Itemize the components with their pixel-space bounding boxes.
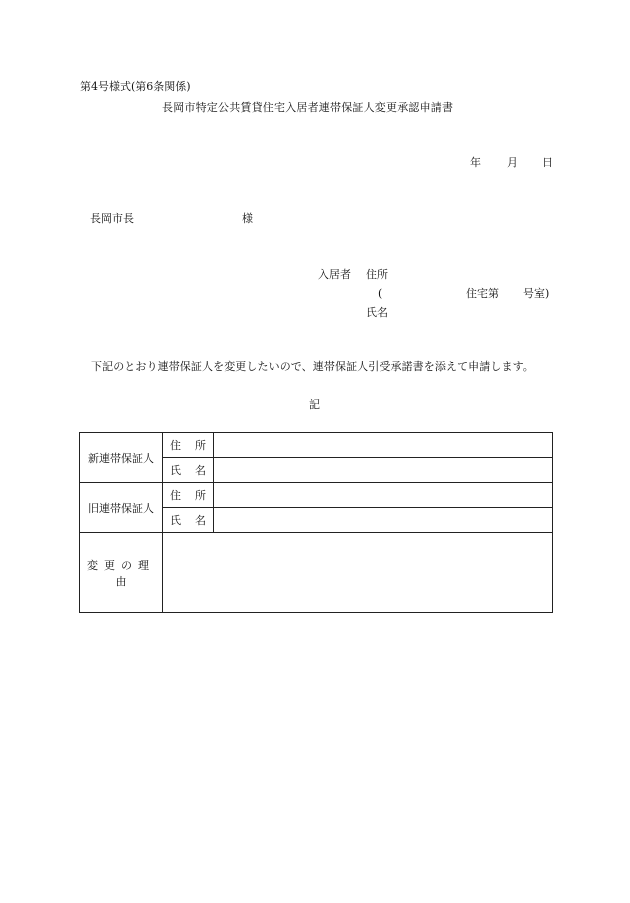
application-statement: 下記のとおり連帯保証人を変更したいので、連帯保証人引受承諾書を添えて申請します。	[91, 360, 534, 373]
applicant-paren-open: (	[378, 287, 383, 300]
applicant-housing-number-label: 住宅第	[466, 287, 499, 300]
guarantor-change-table	[79, 432, 553, 613]
old-guarantor-name-label: 氏名	[163, 508, 214, 533]
applicant-label: 入居者	[318, 268, 351, 281]
applicant-name-label: 氏名	[366, 306, 388, 319]
new-guarantor-label: 新連帯保証人	[80, 433, 163, 483]
old-guarantor-name-field[interactable]	[214, 508, 553, 533]
date-month-label: 月	[507, 156, 518, 169]
addressee-name: 長岡市長	[90, 212, 134, 225]
old-guarantor-address-label: 住所	[163, 483, 214, 508]
change-reason-label: 変更の理由	[80, 533, 163, 613]
new-guarantor-name-field[interactable]	[214, 458, 553, 483]
date-day-label: 日	[542, 156, 553, 169]
table-row	[80, 433, 553, 458]
new-guarantor-address-label: 住所	[163, 433, 214, 458]
old-guarantor-address-field[interactable]	[214, 483, 553, 508]
form-number: 第4号様式(第6条関係)	[80, 80, 191, 93]
applicant-address-label: 住所	[366, 268, 388, 281]
table-row	[80, 533, 553, 613]
new-guarantor-name-label: 氏名	[163, 458, 214, 483]
old-guarantor-label: 旧連帯保証人	[80, 483, 163, 533]
addressee-honorific: 様	[242, 212, 253, 225]
form-title: 長岡市特定公共賃貸住宅入居者連帯保証人変更承認申請書	[162, 101, 454, 114]
change-reason-field[interactable]	[163, 533, 553, 613]
table-row	[80, 483, 553, 508]
date-year-label: 年	[470, 156, 481, 169]
applicant-room-number-label: 号室)	[523, 287, 550, 300]
new-guarantor-address-field[interactable]	[214, 433, 553, 458]
ki-heading: 記	[309, 398, 320, 411]
